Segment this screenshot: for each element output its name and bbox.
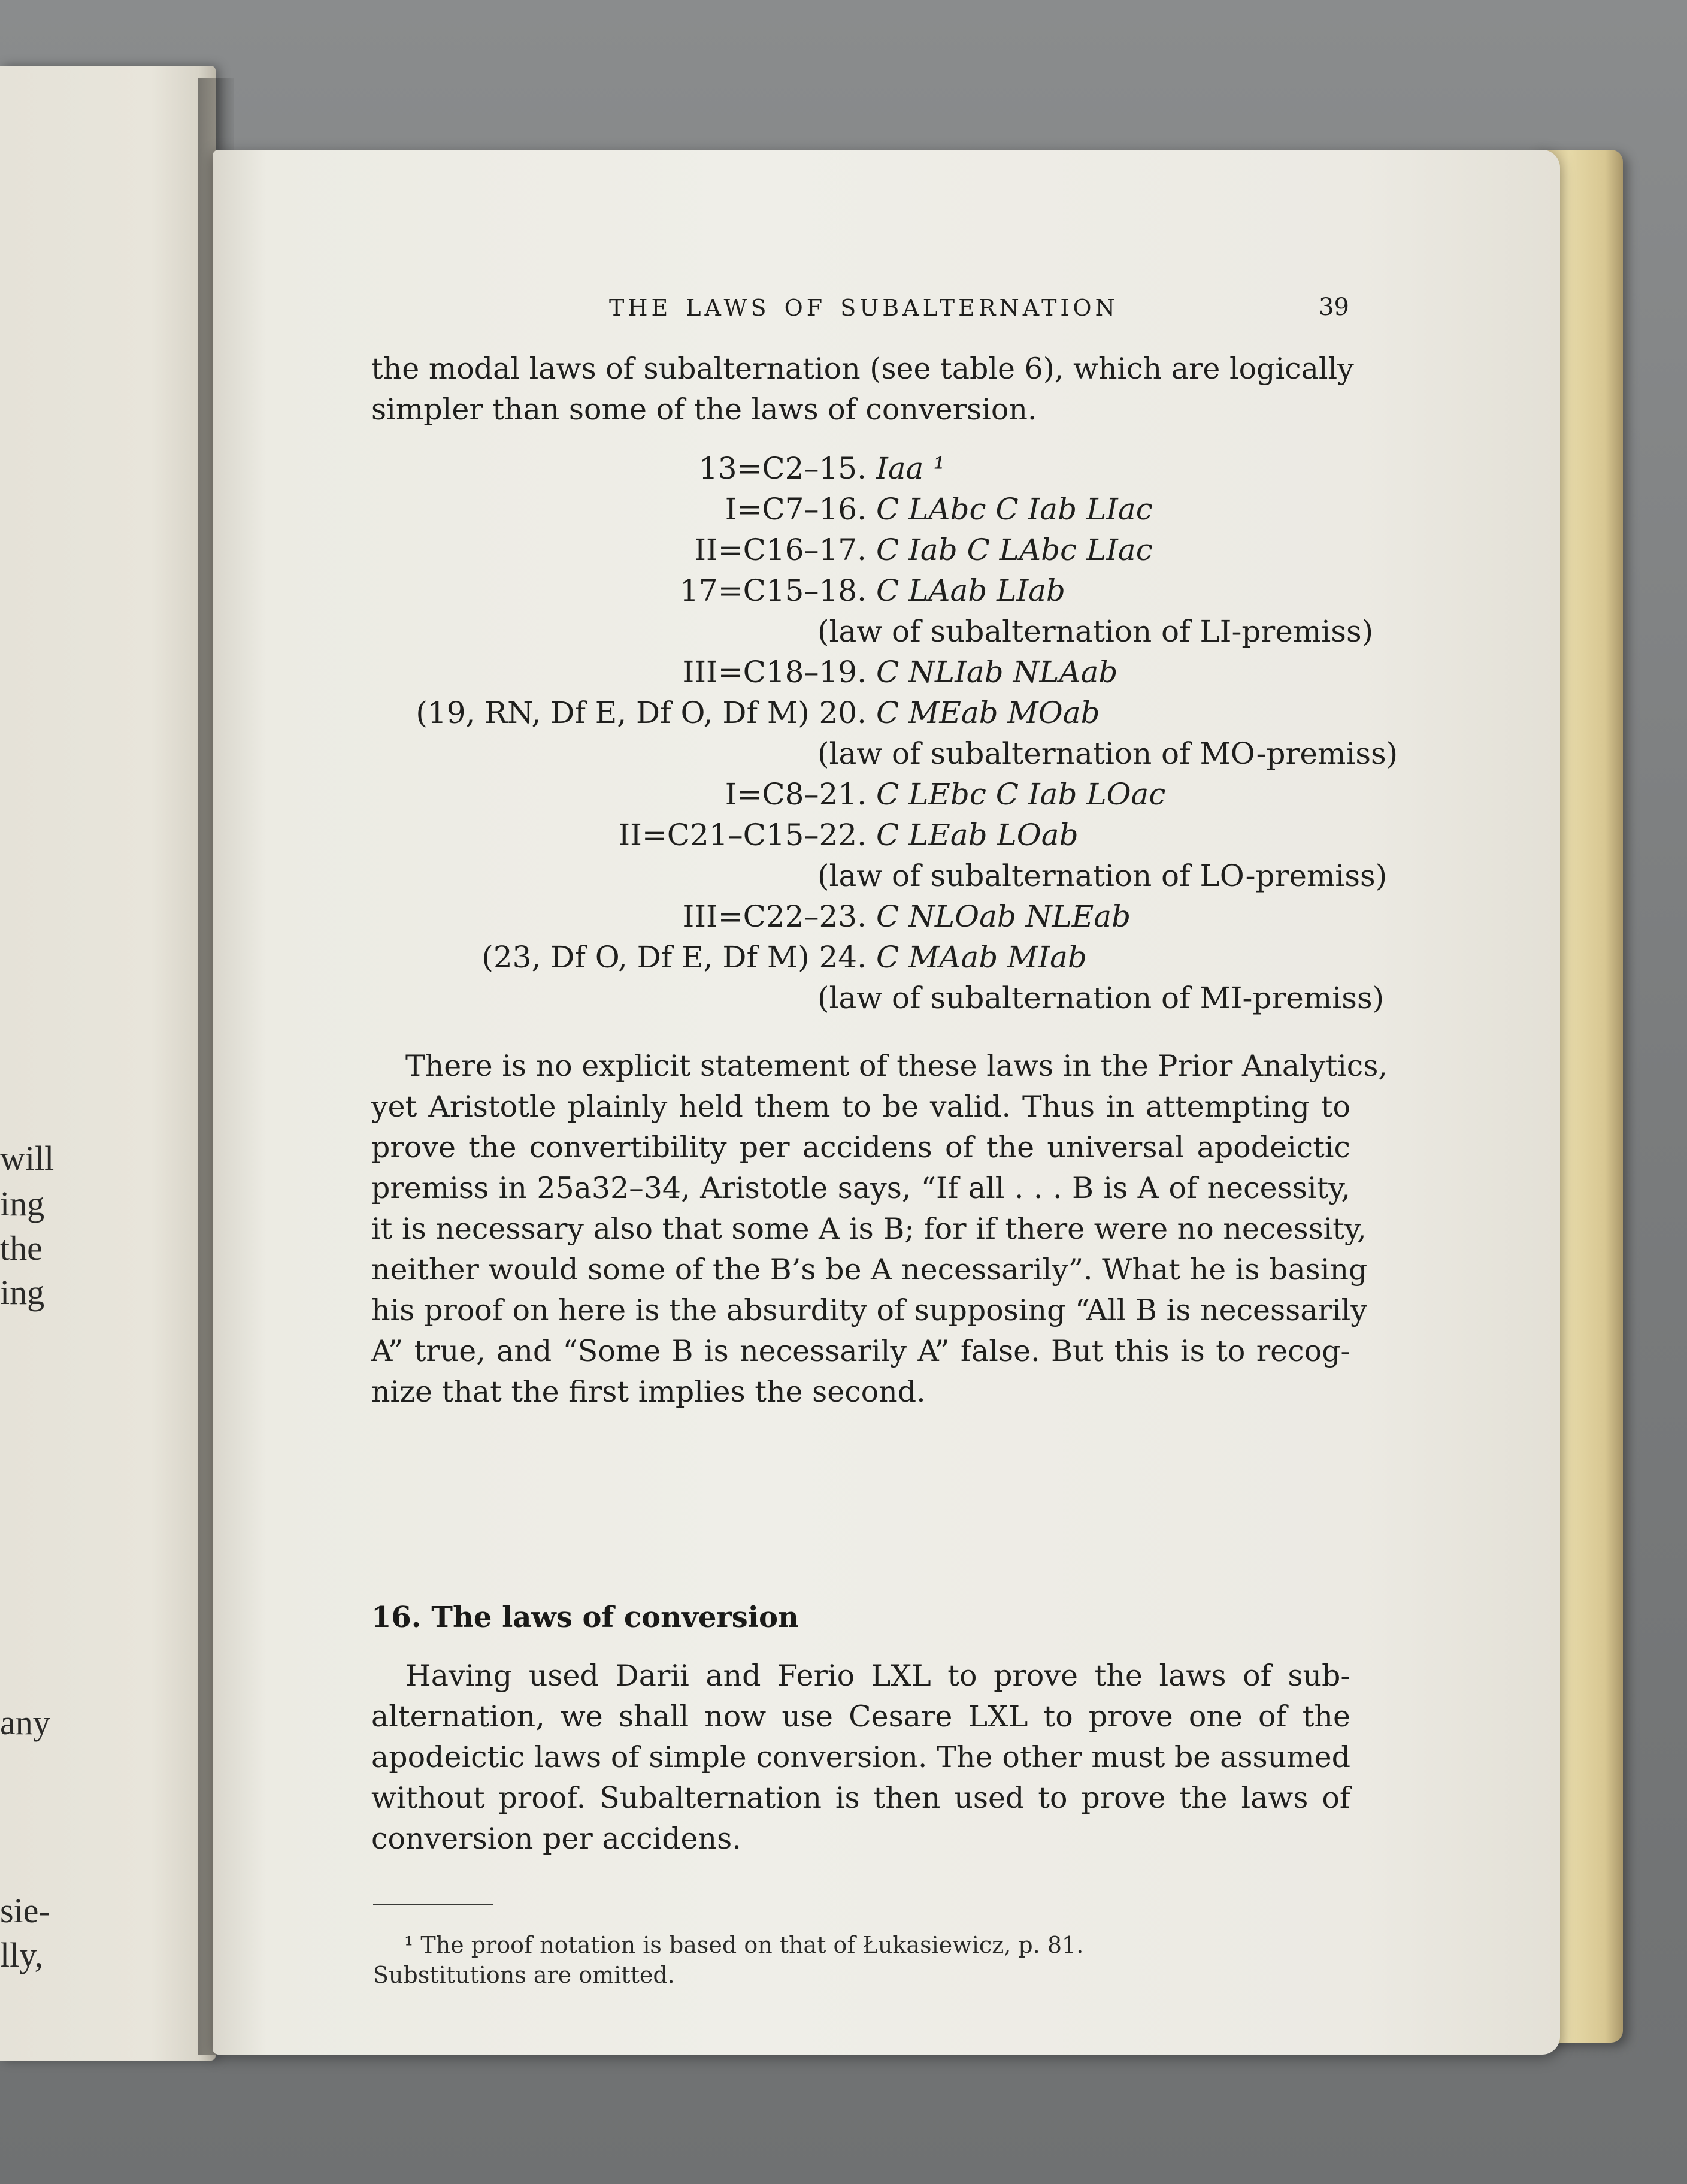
- body-line: nize that the first implies the second.: [371, 1375, 926, 1409]
- body-line: premiss in 25a32–34, Aristotle says, “If all . . . B is A of necessity,: [371, 1171, 1350, 1205]
- proof-formula: C NLOab NLEab: [876, 899, 1131, 934]
- left-fragment: the: [0, 1229, 43, 1268]
- proof-ref: (19, RN, Df E, Df O, Df M) 20.: [416, 695, 867, 730]
- proof-formula: C NLIab NLAab: [876, 655, 1118, 689]
- running-head: THE LAWS OF SUBALTERNATION: [609, 295, 1119, 321]
- body-line: yet Aristotle plainly held them to be valid. Thus in attempting to: [371, 1090, 1350, 1124]
- body-line: A” true, and “Some B is necessarily A” false. But this is to recog-: [371, 1334, 1350, 1368]
- proof-ref: III=C22–23.: [682, 899, 867, 934]
- body-line: neither would some of the B’s be A necessarily”. What he is basing: [371, 1253, 1368, 1287]
- footnote-line: ¹ The proof notation is based on that of Łukasiewicz, p. 81.: [404, 1932, 1084, 1958]
- body-line: There is no explicit statement of these laws in the Prior Analytics,: [405, 1049, 1388, 1083]
- left-facing-page: [0, 66, 216, 2061]
- body-line: Having used Darii and Ferio LXL to prove the laws of sub-: [405, 1659, 1350, 1693]
- footnote-line: Substitutions are omitted.: [373, 1962, 675, 1988]
- proof-ref: (23, Df O, Df E, Df M) 24.: [481, 940, 867, 975]
- proof-note: (law of subalternation of MO-premiss): [817, 736, 1398, 771]
- intro-line: the modal laws of subalternation (see table 6), which are logically: [371, 352, 1354, 386]
- proof-ref: 17=C15–18.: [680, 573, 867, 608]
- proof-formula: C LAbc C Iab LIac: [876, 492, 1153, 527]
- proof-formula: C MAab MIab: [876, 940, 1087, 975]
- proof-formula: C MEab MOab: [876, 695, 1100, 730]
- proof-note: (law of subalternation of MI-premiss): [817, 981, 1385, 1015]
- body-line: without proof. Subalternation is then used to prove the laws of: [371, 1781, 1350, 1815]
- proof-formula: Iaa ¹: [876, 451, 946, 486]
- proof-ref: I=C7–16.: [725, 492, 867, 527]
- intro-line: simpler than some of the laws of conversion.: [371, 392, 1037, 426]
- section-heading: 16. The laws of conversion: [371, 1601, 799, 1634]
- body-line: prove the convertibility per accidens of the universal apodeictic: [371, 1130, 1350, 1164]
- proof-ref: II=C21–C15–22.: [618, 818, 867, 852]
- proof-formula: C Iab C LAbc LIac: [876, 533, 1153, 567]
- body-line: it is necessary also that some A is B; for if there were no necessity,: [371, 1212, 1367, 1246]
- proof-formula: C LEbc C Iab LOac: [876, 777, 1166, 812]
- proof-note: (law of subalternation of LI-premiss): [817, 614, 1374, 649]
- proof-formula: C LEab LOab: [876, 818, 1079, 852]
- proof-ref: 13=C2–15.: [698, 451, 867, 486]
- proof-ref: II=C16–17.: [694, 533, 867, 567]
- proof-ref: III=C18–19.: [682, 655, 867, 689]
- footnote-rule: [373, 1904, 493, 1905]
- proof-formula: C LAab LIab: [876, 573, 1065, 608]
- body-line: apodeictic laws of simple conversion. The other must be assumed: [371, 1740, 1350, 1774]
- left-fragment: ing: [0, 1184, 45, 1223]
- body-line: his proof on here is the absurdity of supposing “All B is necessarily: [371, 1293, 1367, 1327]
- page-number: 39: [1319, 294, 1349, 321]
- left-fragment: sie-: [0, 1891, 50, 1930]
- body-line: alternation, we shall now use Cesare LXL to prove one of the: [371, 1699, 1350, 1734]
- left-fragment: any: [0, 1703, 50, 1742]
- body-line: conversion per accidens.: [371, 1822, 741, 1856]
- left-fragment: will: [0, 1139, 54, 1178]
- proof-ref: I=C8–21.: [725, 777, 867, 812]
- left-fragment: lly,: [0, 1935, 43, 1974]
- book-page: [213, 150, 1560, 2055]
- left-fragment: ing: [0, 1273, 45, 1312]
- proof-note: (law of subalternation of LO-premiss): [817, 858, 1388, 893]
